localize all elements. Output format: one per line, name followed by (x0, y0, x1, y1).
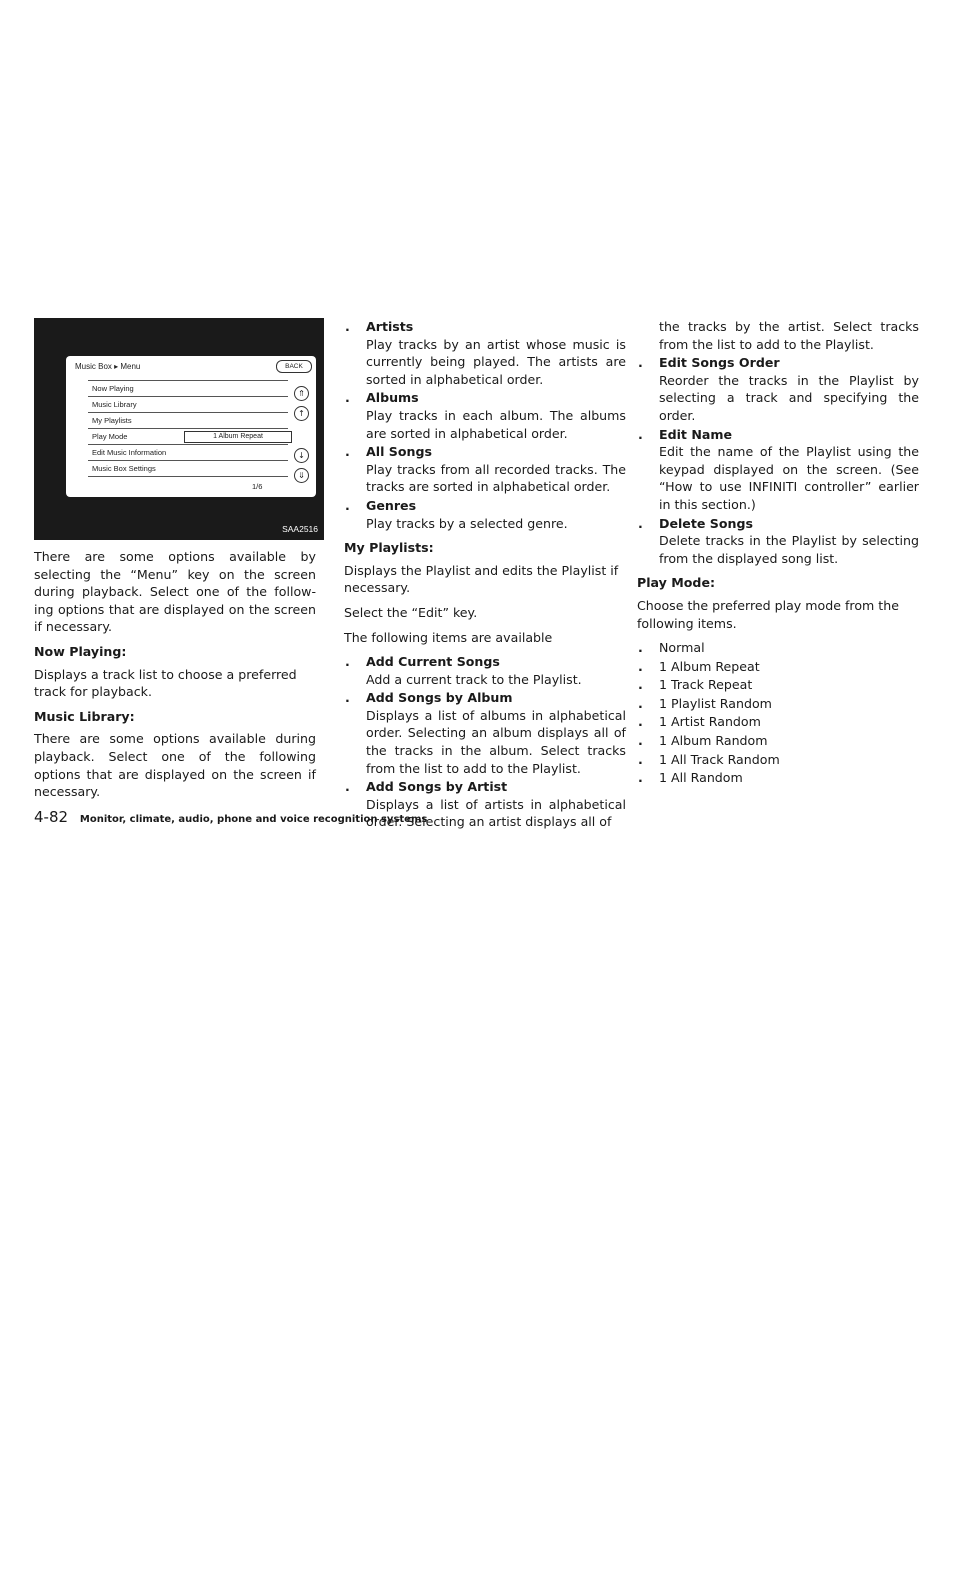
bullet-icon: . (345, 390, 350, 406)
list-item-text: Reorder the tracks in the Playlist by selecting a track and specifying the order. (659, 372, 919, 423)
bullet-icon: . (638, 640, 643, 656)
page-indicator: 1/6 (252, 482, 263, 491)
column-1 (34, 548, 316, 808)
list-item: . Edit Name (638, 426, 733, 442)
following-text: The following items are available (344, 629, 553, 645)
page-down-icon[interactable]: ⇓ (294, 468, 309, 483)
my-playlists-text: Displays the Playlist and edits the Playlist if necessary. (344, 562, 619, 596)
select-edit-text: Select the “Edit” key. (344, 604, 478, 620)
bullet-icon: . (638, 677, 643, 693)
menu-item-edit-music-information[interactable]: Edit Music Information (88, 444, 288, 460)
menu-item-play-mode[interactable]: Play Mode 1 Album Repeat (88, 428, 288, 444)
now-playing-text: Displays a track list to choose a preferred track for playback. (34, 666, 297, 700)
page-up-icon[interactable]: ⇑ (294, 386, 309, 401)
scroll-up-icon[interactable]: ↑ (294, 406, 309, 421)
play-mode-heading: Play Mode: (637, 575, 716, 591)
list-item: . Artists (345, 319, 414, 334)
bullet-icon: . (638, 733, 643, 749)
list-item: . Normal (638, 640, 705, 656)
menu-item-music-box-settings[interactable]: Music Box Settings (88, 460, 288, 477)
scroll-down-icon[interactable]: ↓ (294, 448, 309, 463)
my-playlists-heading: My Playlists: (344, 540, 434, 556)
figure-music-box-menu (34, 318, 324, 540)
list-item: . Add Songs by Artist (345, 779, 508, 795)
bullet-icon: . (638, 515, 643, 531)
list-item: . All Songs (345, 444, 432, 460)
continued-text: the tracks by the artist. Select tracks from the list to add to the Playlist. (659, 319, 919, 352)
play-mode-value: 1 Album Repeat (184, 431, 292, 443)
figure-code: SAA2516 (282, 524, 318, 534)
screen-title: Music Box ▸ Menu (75, 362, 141, 371)
now-playing-heading: Now Playing: (34, 643, 127, 659)
list-item-text: Add a current track to the Playlist. (366, 671, 582, 687)
list-item-text: Play tracks by an artist whose music is currently being played. The artists are sorted in alphabetical order. (366, 336, 626, 387)
page-footer (34, 808, 427, 826)
menu-item-now-playing[interactable]: Now Playing (88, 380, 288, 396)
list-item: . 1 All Random (638, 770, 743, 786)
list-item: . 1 Album Repeat (638, 658, 760, 674)
list-item-text: Delete tracks in the Playlist by selecting from the displayed song list. (659, 533, 919, 566)
list-item: . 1 Track Repeat (638, 677, 753, 693)
list-item: . Edit Songs Order (638, 355, 780, 371)
column-3 (637, 318, 919, 788)
list-item: . Genres (345, 497, 417, 513)
screen-display (66, 356, 316, 497)
column-2 (344, 318, 626, 832)
music-library-text: There are some options available during playback. Select one of the following options that are displayed on the screen if necessary. (34, 731, 316, 800)
bullet-icon: . (345, 444, 350, 460)
list-item: . Add Current Songs (345, 654, 500, 670)
page-number: 4-82 (34, 808, 69, 826)
bullet-icon: . (638, 770, 643, 786)
intro-text: There are some options available by selecting the “Menu” key on the screen during playback. Select one of the follow- ing options that are displayed on the screen if necessary. (34, 549, 316, 635)
list-item-text: Play tracks in each album. The albums are sorted in alphabetical order. (366, 407, 626, 441)
music-library-heading: Music Library: (34, 708, 135, 724)
list-item: . 1 Artist Random (638, 714, 761, 730)
section-title: Monitor, climate, audio, phone and voice recognition systems (79, 814, 428, 825)
list-item-text: Displays a list of albums in alphabetical order. Selecting an album displays all of the tracks in the album. Select tracks from the list to add to the Playlist. (366, 707, 626, 776)
list-item-text: Displays a list of artists in alphabetical order. Selecting an artist displays all of (366, 796, 626, 830)
list-item: . 1 Playlist Random (638, 695, 772, 711)
bullet-icon: . (638, 355, 643, 371)
list-item-text: Play tracks from all recorded tracks. The tracks are sorted in alphabetical order. (366, 461, 626, 495)
bullet-icon: . (638, 751, 643, 767)
bullet-icon: . (345, 654, 350, 670)
list-item-text: Edit the name of the Playlist using the keypad displayed on the screen. (See “How to use INFINITI controller” earlier in this section.) (659, 444, 919, 512)
bullet-icon: . (345, 779, 350, 795)
bullet-icon: . (345, 497, 350, 513)
bullet-icon: . (345, 690, 350, 706)
back-button[interactable]: BACK (276, 360, 312, 373)
list-item: . Albums (345, 390, 419, 406)
menu-item-my-playlists[interactable]: My Playlists (88, 412, 288, 428)
bullet-icon: . (638, 426, 643, 442)
list-item-text: Play tracks by a selected genre. (366, 515, 568, 531)
bullet-icon: . (638, 695, 643, 711)
list-item: . Delete Songs (638, 515, 753, 531)
play-mode-text: Choose the preferred play mode from the following items. (637, 597, 899, 631)
bullet-icon: . (638, 658, 643, 674)
menu-item-music-library[interactable]: Music Library (88, 396, 288, 412)
list-item: . 1 Album Random (638, 733, 768, 749)
bullet-icon: . (638, 714, 643, 730)
list-item: . Add Songs by Album (345, 690, 513, 706)
list-item: . 1 All Track Random (638, 751, 780, 767)
bullet-icon: . (345, 319, 350, 334)
